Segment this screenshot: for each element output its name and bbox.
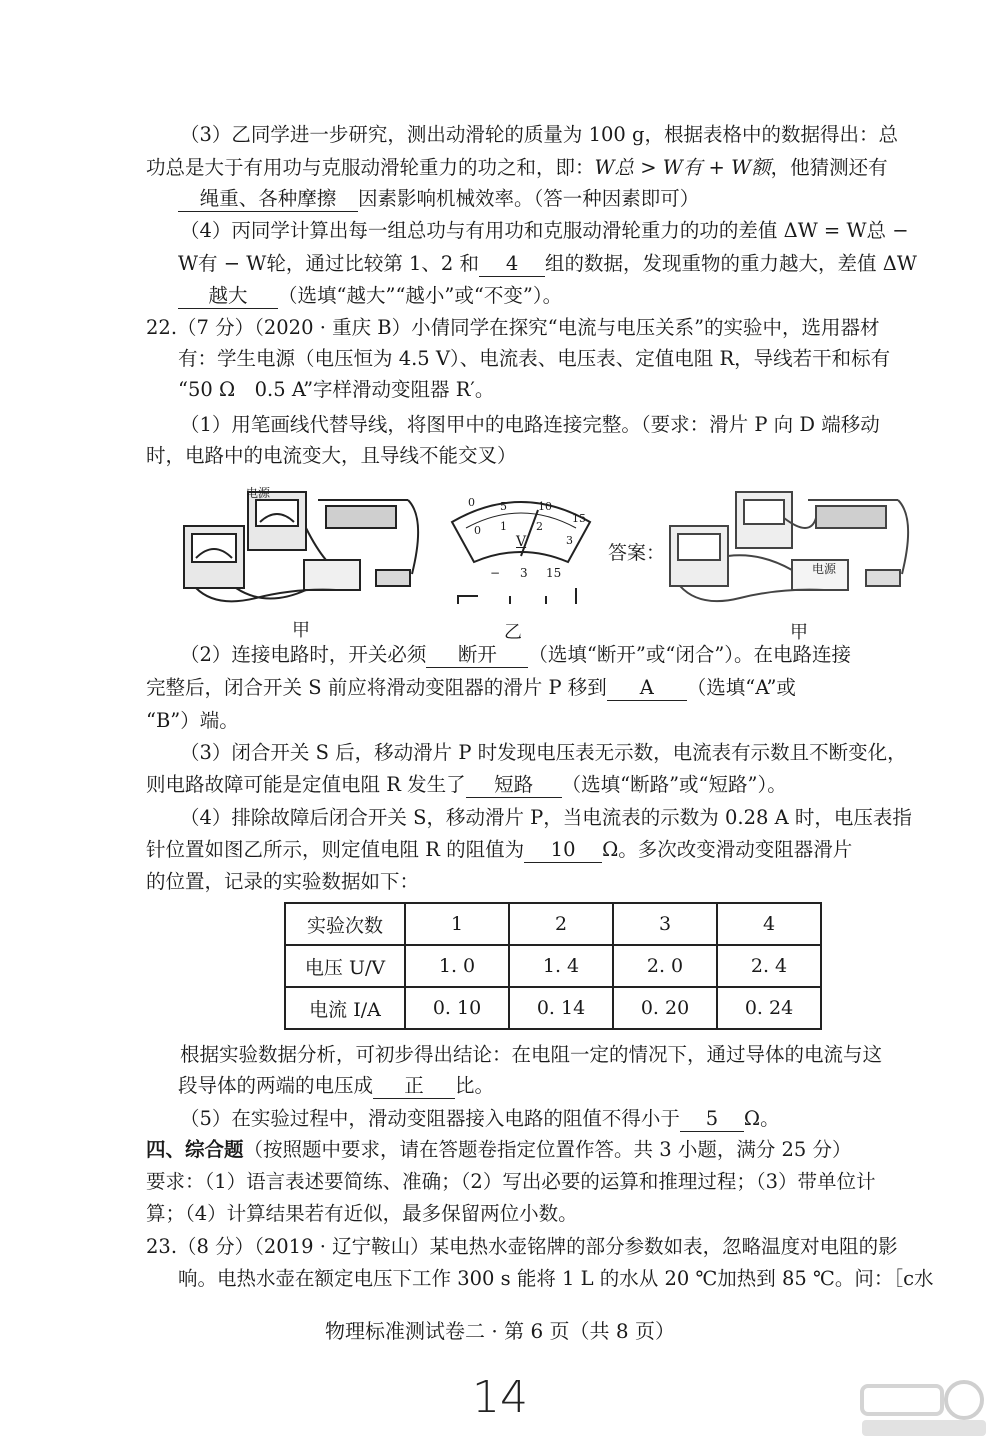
q22-p4-line2 [146,835,852,865]
table-cell: 电流 I/A [285,987,405,1029]
table-cell: 电压 U/V [285,945,405,987]
table-cell: 0. 24 [717,987,821,1029]
page-footer: 物理标准测试卷二 · 第 6 页（共 8 页） [325,1319,675,1343]
q22-p3-line2 [146,770,787,800]
fig-caption-answer: 甲 [790,622,808,643]
q22-p5-text: （5）在实验过程中，滑动变阻器接入电路的阻值不得小于 [180,1107,680,1130]
table-cell: 1. 0 [405,945,509,987]
q22-line3: “50 Ω 0.5 A”字样滑动变阻器 R′。 [178,378,495,401]
q22-p2-text4: （选填“A”或 [686,676,796,699]
answer-blank: 越大 [178,284,278,309]
source-label-answer: 电源 [812,562,837,576]
meter-terminal: 3 [520,566,528,580]
q22-p5-line [180,1104,780,1134]
fig-caption-yi: 乙 [504,622,522,643]
q22-p2-text2: （选填“断开”或“闭合”）。在电路连接 [528,643,852,666]
q22-p2-line2 [146,673,796,703]
table-row [285,987,821,1029]
table-row [285,903,821,945]
q21-p4-text: W有 − W轮，通过比较第 1、2 和 [178,252,480,275]
q21-p4-line1: （4）丙同学计算出每一组总功与有用功和克服动滑轮重力的功的差值 ΔW = W总 − [180,219,909,242]
answer-blank: 断开 [426,643,528,668]
q22-p3-text: 则电路故障可能是定值电阻 R 发生了 [146,773,466,796]
q21-p4-text3: （选填“越大”“越小”或“不变”）。 [278,284,563,307]
meter-tick-outer: 0 [468,496,475,509]
q22-p4-line3: 的位置，记录的实验数据如下： [146,870,420,893]
answer-blank: 5 [680,1107,744,1132]
q22-p2-text3: 完整后，闭合开关 S 前应将滑动变阻器的滑片 P 移到 [146,676,607,699]
fig-caption-jia: 甲 [292,620,310,641]
q22-p4-text2: Ω。多次改变滑动变阻器滑片 [602,838,853,861]
watermark-logo [858,1378,990,1440]
q23-line2: 响。电热水壶在额定电压下工作 300 s 能将 1 L 的水从 20 ℃加热到 85 ℃。问：［c水 [178,1267,934,1290]
meter-tick-inner: 2 [536,520,543,533]
q21-p3-formula: W总 > W有 + W额 [594,156,771,179]
voltmeter-figure-yi [446,492,596,610]
meter-terminal: 15 [546,566,562,580]
table-cell: 1 [405,903,509,945]
table-cell: 0. 14 [509,987,613,1029]
q22-line2: 有：学生电源（电压恒为 4.5 V）、电流表、电压表、定值电阻 R，导线若干和标有 [178,347,891,370]
q22-p2-text: （2）连接电路时，开关必须 [180,643,427,666]
table-cell: 1. 4 [509,945,613,987]
q22-p4-text: 针位置如图乙所示，则定值电阻 R 的阻值为 [146,838,525,861]
q22-conclusion-text: 段导体的两端的电压成 [178,1074,374,1097]
q21-p4-line2 [178,249,917,279]
meter-tick-inner: 3 [566,534,573,547]
section4-req-line1: 要求：（1）语言表述要简练、准确；（2）写出必要的运算和推理过程；（3）带单位计 [146,1170,876,1193]
q22-p1-line1: （1）用笔画线代替导线，将图甲中的电路连接完整。（要求：滑片 P 向 D 端移动 [180,413,880,436]
source-label-jia: 电源 [246,486,271,500]
table-cell: 0. 20 [613,987,717,1029]
table-cell: 3 [613,903,717,945]
answer-blank: 短路 [466,773,562,798]
circuit-figure-jia [176,478,436,618]
q21-p3-text2: ，他猜测还有 [770,156,888,179]
q22-line1: 22.（7 分）（2020 · 重庆 B）小倩同学在探究“电流与电压关系”的实验中，选用器材 [146,316,880,339]
table-cell: 4 [717,903,821,945]
q22-conclusion-text2: 比。 [455,1074,495,1097]
q21-p4-line3 [178,281,562,311]
q21-p4-text2: 组的数据，发现重物的重力越大，差值 ΔW [545,252,917,275]
q21-p3-text: 功总是大于有用功与克服动滑轮重力的功之和，即： [146,156,595,179]
q22-conclusion-line1: 根据实验数据分析，可初步得出结论：在电阻一定的情况下，通过导体的电流与这 [180,1043,883,1066]
answer-blank: 绳重、各种摩擦 [178,187,358,212]
q22-p2-line3: “B”）端。 [146,709,239,732]
section4-req-line2: 算；（4）计算结果若有近似，最多保留两位小数。 [146,1202,578,1225]
q21-p3-line3 [178,184,699,214]
table-cell: 实验次数 [285,903,405,945]
q23-line1: 23.（8 分）（2019 · 辽宁鞍山）某电热水壶铭牌的部分参数如表，忽略温度对电阻的影 [146,1235,898,1258]
q22-p3-line1: （3）闭合开关 S 后，移动滑片 P 时发现电压表无示数，电流表有示数且不断变化， [180,741,907,764]
answer-blank: A [607,676,687,701]
section-title: 四、综合题 [146,1138,244,1161]
q22-p1-line2: 时，电路中的电流变大，且导线不能交叉） [146,444,517,467]
meter-tick-outer: 10 [538,500,552,513]
experiment-data-table [284,902,822,1030]
section4-heading [146,1135,852,1165]
meter-tick-inner: 1 [500,520,507,533]
q21-p3-text3: 因素影响机械效率。（答一种因素即可） [358,187,700,210]
q21-p3-line1: （3）乙同学进一步研究，测出动滑轮的质量为 100 g，根据表格中的数据得出：总 [180,123,899,146]
table-cell: 2. 4 [717,945,821,987]
meter-terminal: − [490,566,501,580]
handwritten-page-number: 14 [472,1372,528,1423]
answer-blank: 10 [524,838,602,863]
answer-blank: 4 [479,252,545,277]
q22-p2-line1 [180,640,851,670]
q22-p3-text2: （选填“断路”或“短路”）。 [561,773,787,796]
circuit-figure-answer [660,478,922,616]
table-cell: 0. 10 [405,987,509,1029]
meter-tick-outer: 15 [572,512,586,525]
q22-p5-text2: Ω。 [743,1107,780,1130]
meter-tick-outer: 5 [500,500,507,513]
q22-conclusion-line2 [178,1071,494,1101]
q22-p4-line1: （4）排除故障后闭合开关 S，移动滑片 P，当电流表的示数为 0.28 A 时，电压表指 [180,806,912,829]
answer-label: 答案： [608,542,666,564]
meter-label: V [516,534,527,550]
answer-blank: 正 [373,1074,455,1099]
table-row [285,945,821,987]
table-cell: 2 [509,903,613,945]
section-title-rest: （按照题中要求，请在答题卷指定位置作答。共 3 小题，满分 25 分） [243,1138,852,1161]
table-cell: 2. 0 [613,945,717,987]
meter-tick-inner: 0 [474,524,481,537]
q21-p3-line2 [146,153,888,183]
